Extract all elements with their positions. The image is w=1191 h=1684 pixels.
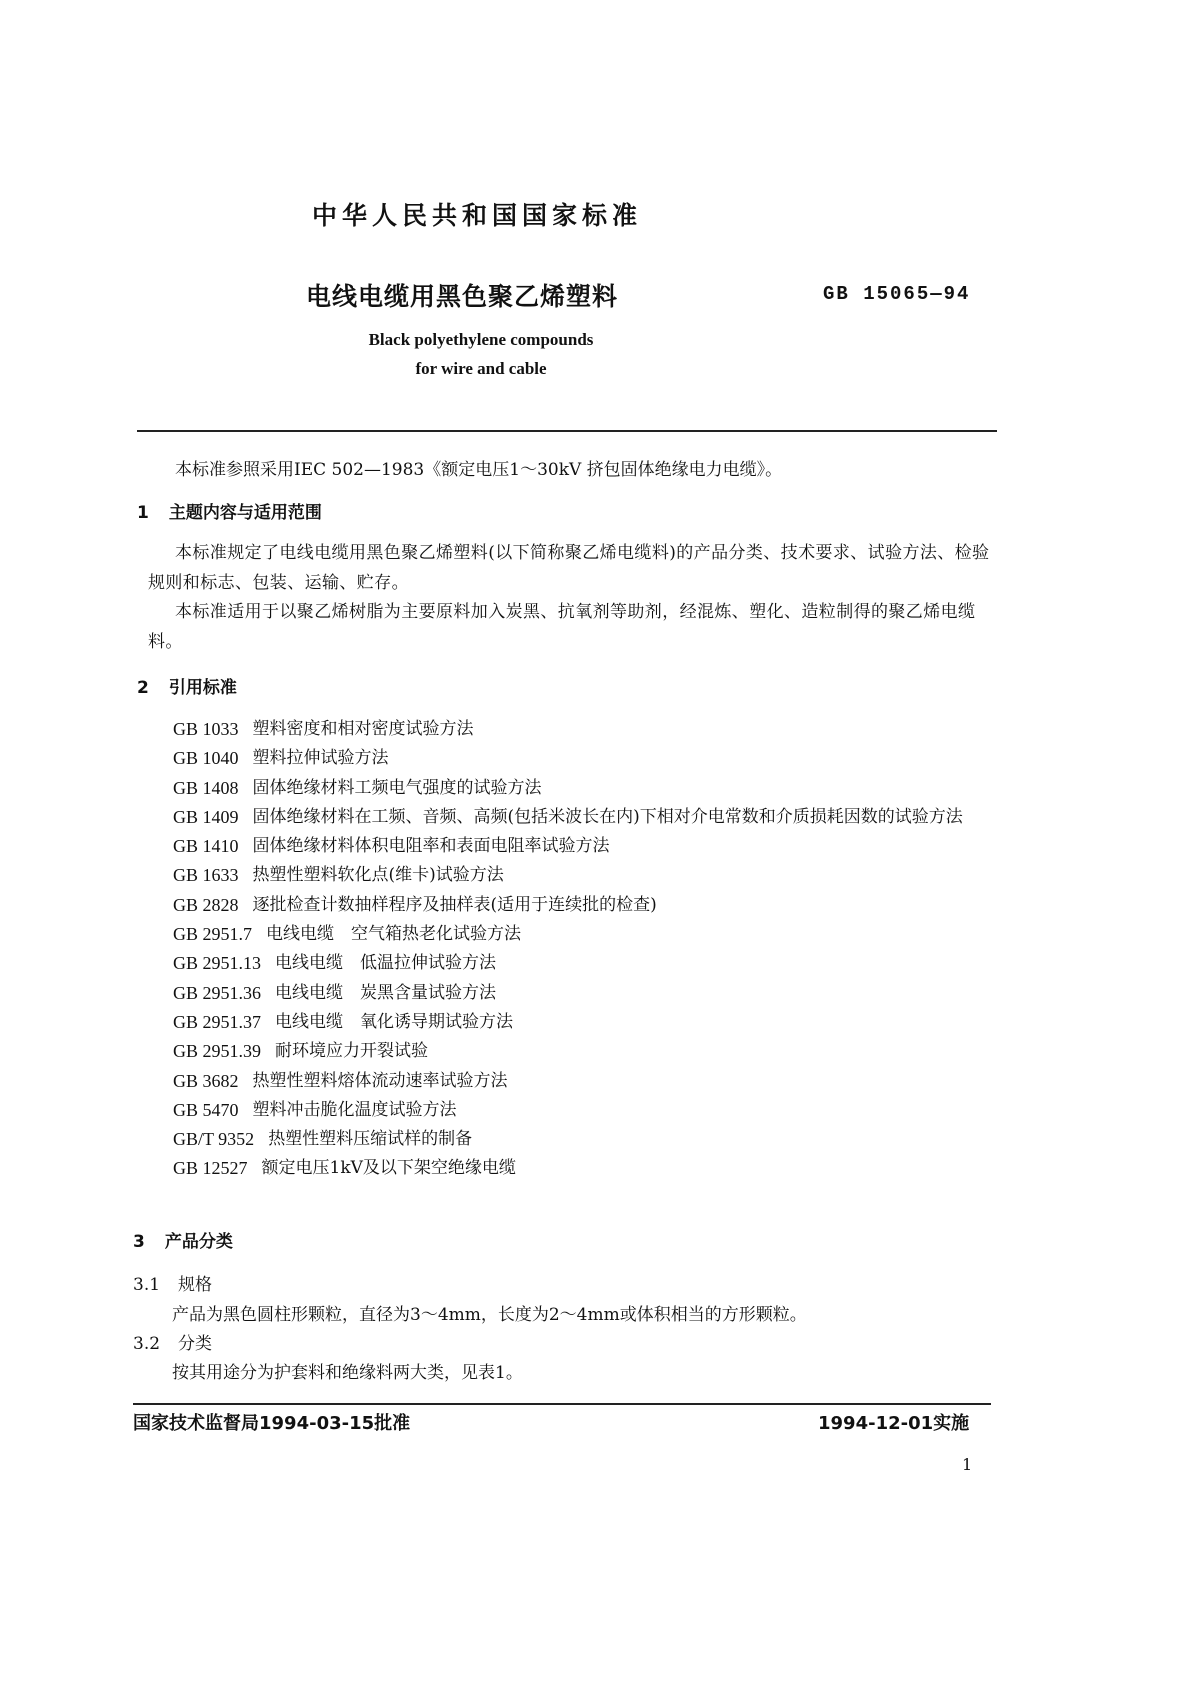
reference-title: 逐批检查计数抽样程序及抽样表(适用于连续批的检查): [252, 894, 657, 915]
referenced-standards-list: [173, 715, 1003, 1184]
reference-code: GB 2951.39: [173, 1041, 262, 1062]
reference-item: [173, 774, 1003, 803]
reference-item: [173, 979, 1003, 1008]
subsection-title: 分类: [178, 1334, 213, 1354]
reference-title: 热塑性塑料软化点(维卡)试验方法: [252, 865, 504, 886]
reference-code: GB 1633: [173, 865, 239, 886]
reference-title: 电线电缆 低温拉伸试验方法: [275, 953, 497, 974]
reference-item: [173, 920, 1003, 949]
standard-code: GB 15065—94: [823, 283, 971, 305]
section-title: 产品分类: [164, 1232, 233, 1252]
document-title: 电线电缆用黑色聚乙烯塑料: [306, 282, 619, 311]
subsection-number: 3.2: [133, 1334, 161, 1354]
reference-title: 耐环境应力开裂试验: [275, 1041, 429, 1062]
approval-date: 国家技术监督局1994-03-15批准: [133, 1413, 411, 1434]
reference-item: [173, 715, 1003, 744]
reference-item: [173, 891, 1003, 920]
intro-text: 本标准参照采用IEC 502—1983《额定电压1～30kV 挤包固体绝缘电力电缆》。: [175, 460, 783, 480]
subsection-title: 规格: [178, 1275, 213, 1295]
reference-code: GB 2951.7: [173, 924, 253, 945]
section-number: 1: [137, 503, 149, 523]
reference-item: [173, 1125, 1003, 1154]
reference-code: GB 1033: [173, 719, 239, 739]
reference-item: [173, 1154, 1003, 1183]
reference-code: GB/T 9352: [173, 1129, 255, 1150]
section-number: 3: [133, 1232, 145, 1252]
subsection-3-2-heading: [133, 1329, 212, 1354]
reference-title: 塑料密度和相对密度试验方法: [252, 719, 474, 739]
reference-code: GB 1040: [173, 748, 239, 769]
reference-title: 固体绝缘材料在工频、音频、高频(包括米波长在内)下相对介电常数和介质损耗因数的试验方法: [252, 806, 963, 827]
reference-code: GB 2951.37: [173, 1011, 262, 1032]
subsection-3-2-text: 按其用途分为护套料和绝缘料两大类，见表1。: [172, 1363, 523, 1383]
effective-date: 1994-12-01实施: [818, 1413, 970, 1434]
reference-code: GB 1410: [173, 836, 239, 857]
reference-title: 热塑性塑料熔体流动速率试验方法: [252, 1070, 508, 1091]
section-number: 2: [137, 678, 149, 698]
reference-title: 塑料冲击脆化温度试验方法: [252, 1099, 457, 1120]
national-standard-heading: 中华人民共和国国家标准: [312, 201, 643, 230]
footer-divider: [133, 1403, 991, 1405]
reference-title: 电线电缆 炭黑含量试验方法: [275, 982, 497, 1003]
page-number: 1: [962, 1455, 973, 1474]
section-title: 引用标准: [168, 678, 237, 698]
reference-item: [173, 1008, 1003, 1037]
reference-title: 额定电压1kV及以下架空绝缘电缆: [261, 1158, 516, 1179]
reference-item: [173, 861, 1003, 890]
reference-item: [173, 803, 1003, 832]
reference-code: GB 5470: [173, 1099, 239, 1120]
reference-code: GB 2828: [173, 894, 239, 915]
english-title-line1: Black polyethylene compounds: [368, 330, 594, 349]
subsection-number: 3.1: [133, 1275, 161, 1295]
reference-code: GB 1409: [173, 806, 239, 827]
reference-item: [173, 744, 1003, 773]
section-1-heading: [137, 498, 322, 523]
subsection-3-1-text: 产品为黑色圆柱形颗粒，直径为3～4mm，长度为2～4mm或体积相当的方形颗粒。: [172, 1305, 807, 1325]
reference-item: [173, 1067, 1003, 1096]
reference-item: [173, 832, 1003, 861]
header-divider: [137, 430, 997, 432]
reference-item: [173, 1096, 1003, 1125]
english-title-line2: for wire and cable: [415, 359, 547, 378]
reference-title: 电线电缆 氧化诱导期试验方法: [275, 1011, 514, 1032]
reference-code: GB 2951.13: [173, 953, 262, 974]
subsection-3-1-heading: [133, 1270, 212, 1295]
reference-code: GB 1408: [173, 777, 239, 798]
section-1-paragraph-2: 本标准适用于以聚乙烯树脂为主要原料加入炭黑、抗氧剂等助剂，经混炼、塑化、造粒制得的聚乙烯电缆料。: [148, 602, 976, 652]
reference-title: 塑料拉伸试验方法: [252, 748, 389, 769]
section-title: 主题内容与适用范围: [168, 503, 322, 523]
section-2-heading: [137, 673, 237, 698]
reference-code: GB 12527: [173, 1158, 248, 1179]
reference-item: [173, 1037, 1003, 1066]
section-1-paragraph-1: 本标准规定了电线电缆用黑色聚乙烯塑料(以下简称聚乙烯电缆料)的产品分类、技术要求、试验方法、检验规则和标志、包装、运输、贮存。: [148, 543, 990, 593]
reference-code: GB 2951.36: [173, 982, 262, 1003]
reference-title: 热塑性塑料压缩试样的制备: [268, 1129, 473, 1150]
reference-title: 固体绝缘材料工频电气强度的试验方法: [252, 777, 542, 798]
reference-title: 固体绝缘材料体积电阻率和表面电阻率试验方法: [252, 836, 610, 857]
section-3-heading: [133, 1227, 233, 1252]
reference-code: GB 3682: [173, 1070, 239, 1091]
reference-title: 电线电缆 空气箱热老化试验方法: [266, 924, 522, 945]
reference-item: [173, 949, 1003, 978]
